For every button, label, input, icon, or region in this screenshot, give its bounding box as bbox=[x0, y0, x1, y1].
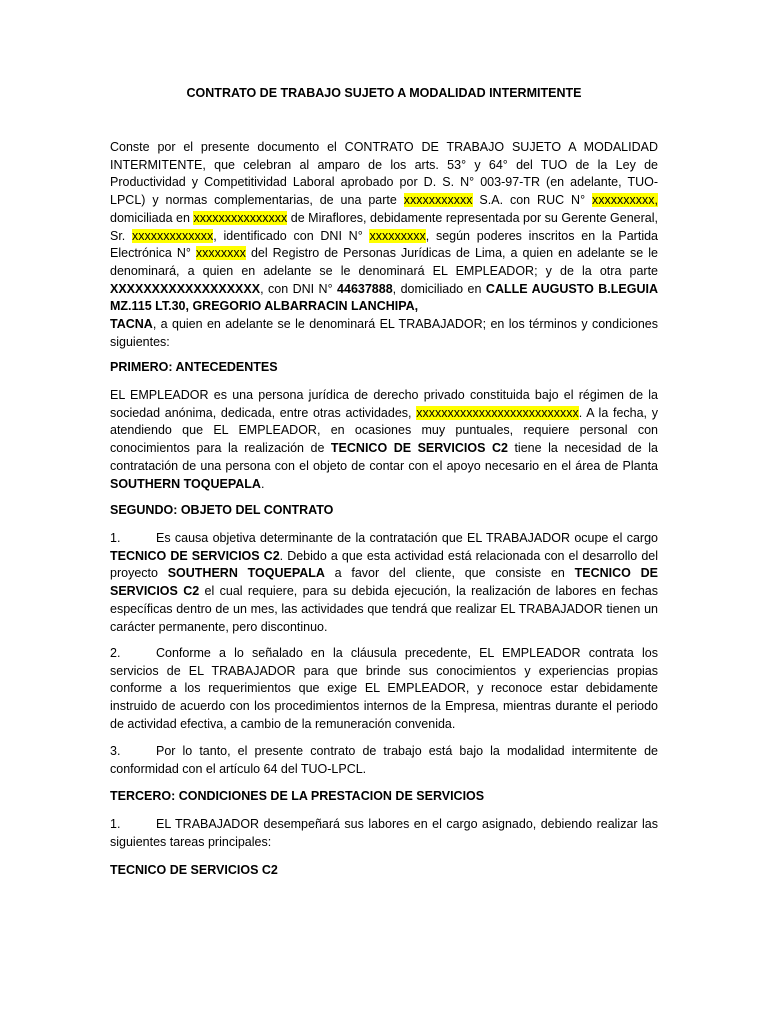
paragraph-text: el cual requiere, para su debida ejecución, la realización de labores en fechas específicas dentro de un mes, las actividades que tendrá que realizar EL TRABAJADOR tienen un carácter permanente, pero discontinuo. bbox=[110, 584, 658, 634]
worker-dni: 44637888 bbox=[337, 281, 393, 296]
worker-city: TACNA bbox=[110, 317, 153, 332]
section-heading-segundo: SEGUNDO: OBJETO DEL CONTRATO bbox=[110, 503, 334, 517]
job-position: TECNICO DE SERVICIOS C2 bbox=[110, 566, 658, 599]
paragraph-text: . bbox=[260, 476, 265, 491]
segundo-item-2 bbox=[110, 645, 658, 734]
intro-text: , a quien en adelante se le denominará EL TRABAJADOR; en los términos y condiciones siguientes: bbox=[110, 317, 658, 349]
intro-text: de Miraflores, debidamente representada por su Gerente General, Sr. bbox=[110, 210, 658, 243]
intro-text: , con DNI N° bbox=[260, 281, 338, 296]
document-title: CONTRATO DE TRABAJO SUJETO A MODALIDAD INTERMITENTE bbox=[186, 86, 582, 100]
redacted-activities: xxxxxxxxxxxxxxxxxxxxxxxxxx bbox=[416, 405, 579, 420]
paragraph-text: Por lo tanto, el presente contrato de trabajo está bajo la modalidad intermitente de conformidad con el artículo 64 del TUO-LPCL. bbox=[110, 744, 658, 776]
intro-text: Conste por el presente documento el CONTRATO DE TRABAJO SUJETO A MODALIDAD INTERMITENTE, que celebran al amparo de los arts. 53° y 64° del TUO de la Ley de Productividad y Competitividad Laboral aprobado por D. S. N° 003-97-TR (en adelante, TUO-LPCL) y normas complementarias, de una parte bbox=[110, 140, 658, 208]
paragraph-text: Es causa objetiva determinante de la contratación que EL TRABAJADOR ocupe el cargo bbox=[156, 531, 658, 545]
paragraph-text: a favor del cliente, que consiste en bbox=[324, 566, 575, 581]
item-number: 3. bbox=[110, 744, 121, 758]
redacted-company-name: xxxxxxxxxxx bbox=[403, 193, 473, 208]
intro-text: , según poderes inscritos en la Partida Electrónica N° bbox=[110, 228, 658, 261]
item-number: 1. bbox=[110, 817, 121, 831]
segundo-item-1 bbox=[110, 530, 658, 636]
redacted-manager-dni: xxxxxxxxx bbox=[369, 228, 426, 243]
primero-paragraph bbox=[110, 387, 658, 493]
redacted-ruc: xxxxxxxxxx, bbox=[592, 193, 658, 208]
intro-text: domiciliada en bbox=[110, 210, 194, 225]
task-title: TECNICO DE SERVICIOS C2 bbox=[110, 863, 278, 877]
intro-text: , domiciliado en bbox=[392, 281, 486, 296]
item-number: 2. bbox=[110, 646, 121, 660]
intro-paragraph bbox=[110, 139, 658, 351]
paragraph-text: Conforme a lo señalado en la cláusula precedente, EL EMPLEADOR contrata los servicios de EL TRABAJADOR para que brinde sus conocimientos y experiencias propias conforme a los requerimientos que exige EL EMPLEADOR, y reconoce estar debidamente instruido de acuerdo con los procedimientos internos de la Empresa, mientras durante el periodo de actividad efectiva, a cambio de la remuneración convenida. bbox=[110, 646, 658, 731]
worker-name: XXXXXXXXXXXXXXXXXX bbox=[110, 281, 261, 296]
paragraph-text: tiene la necesidad de la contratación de una persona con el objeto de contar con el apoyo necesario en el área de Planta bbox=[110, 441, 659, 473]
paragraph-text: . Debido a que esta actividad está relacionada con el desarrollo del proyecto bbox=[110, 548, 659, 581]
intro-text: , identificado con DNI N° bbox=[213, 228, 370, 243]
segundo-item-3 bbox=[110, 743, 658, 778]
redacted-partida: xxxxxxxx bbox=[195, 246, 246, 261]
job-position: TECNICO DE SERVICIOS C2 bbox=[330, 441, 508, 456]
job-position: TECNICO DE SERVICIOS C2 bbox=[110, 548, 280, 563]
tercero-item-1 bbox=[110, 816, 658, 851]
section-heading-primero: PRIMERO: ANTECEDENTES bbox=[110, 360, 278, 374]
worker-address: CALLE AUGUSTO B.LEGUIA MZ.115 LT.30, GREGORIO ALBARRACIN LANCHIPA, bbox=[110, 281, 659, 314]
paragraph-text: EL TRABAJADOR desempeñará sus labores en el cargo asignado, debiendo realizar las siguientes tareas principales: bbox=[110, 817, 658, 849]
intro-text: S.A. con RUC N° bbox=[472, 193, 593, 208]
section-heading-tercero: TERCERO: CONDICIONES DE LA PRESTACION DE SERVICIOS bbox=[110, 789, 485, 803]
item-number: 1. bbox=[110, 531, 121, 545]
project-name: SOUTHERN TOQUEPALA bbox=[167, 566, 325, 581]
paragraph-text: EL EMPLEADOR es una persona jurídica de derecho privado constituida bajo el régimen de la sociedad anónima, dedicada, entre otras actividades, bbox=[110, 388, 658, 420]
paragraph-text: . A la fecha, y atendiendo que EL EMPLEADOR, en ocasiones muy puntuales, requiere personal con conocimientos para la realización de bbox=[110, 405, 658, 456]
project-name: SOUTHERN TOQUEPALA bbox=[110, 476, 261, 491]
redacted-manager-name: xxxxxxxxxxxxx bbox=[132, 228, 214, 243]
redacted-address: xxxxxxxxxxxxxxx bbox=[193, 210, 288, 225]
intro-text: del Registro de Personas Jurídicas de Lima, a quien en adelante se le denominará, a quien en adelante se le denominará EL EMPLEADOR; y de la otra parte bbox=[110, 246, 658, 278]
